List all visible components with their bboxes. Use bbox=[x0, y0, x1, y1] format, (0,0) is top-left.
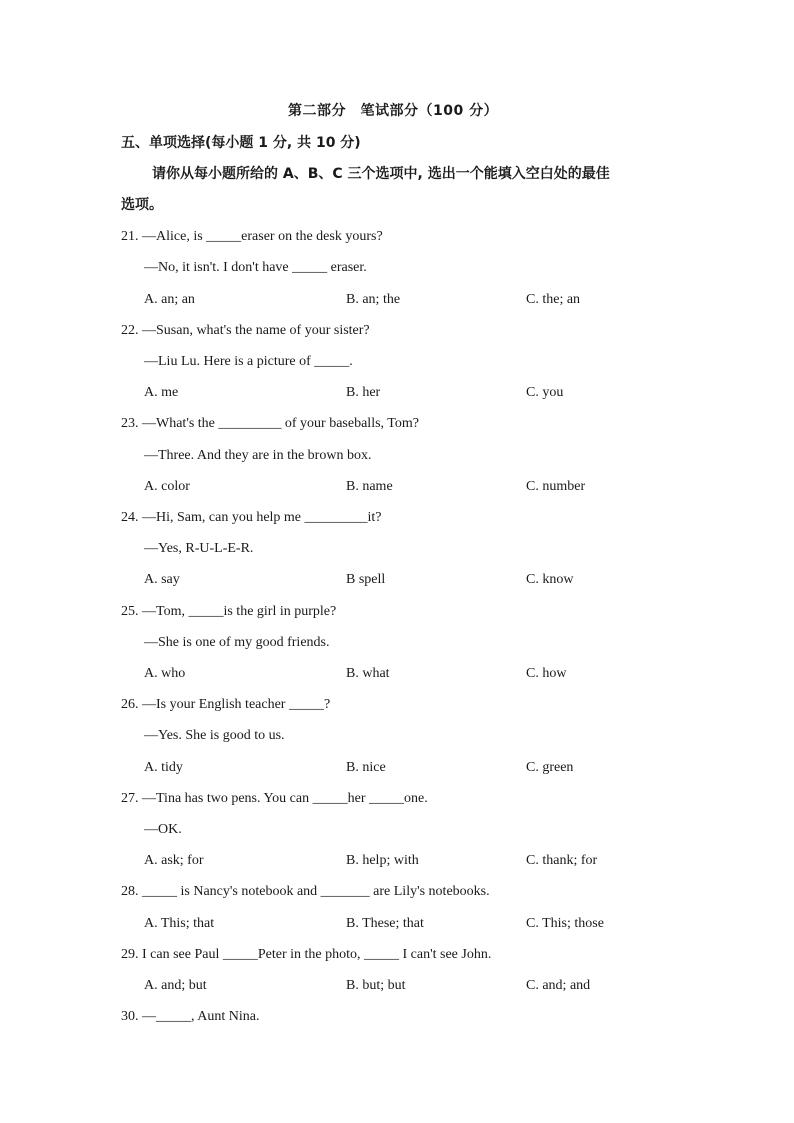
page-title: 第二部分 笔试部分（100 分） bbox=[288, 103, 499, 119]
question-25-option-a: A. who bbox=[144, 666, 186, 681]
question-27-option-b: B. help; with bbox=[346, 853, 419, 868]
question-23-reply: —Three. And they are in the brown box. bbox=[144, 448, 372, 463]
question-26-stem: 26. —Is your English teacher _____? bbox=[121, 697, 331, 712]
question-29-option-b: B. but; but bbox=[346, 978, 406, 993]
question-25-option-c: C. how bbox=[526, 666, 567, 681]
question-23-stem: 23. —What's the _________ of your baseballs, Tom? bbox=[121, 416, 419, 431]
question-28-option-b: B. These; that bbox=[346, 916, 424, 931]
question-22-stem: 22. —Susan, what's the name of your sister? bbox=[121, 323, 370, 338]
question-29-option-c: C. and; and bbox=[526, 978, 591, 993]
instruction-line-2: 选项。 bbox=[121, 197, 163, 213]
question-24-reply: —Yes, R-U-L-E-R. bbox=[144, 541, 254, 556]
question-25-stem: 25. —Tom, _____is the girl in purple? bbox=[121, 604, 337, 619]
question-30-stem: 30. —_____, Aunt Nina. bbox=[121, 1009, 260, 1024]
question-26-reply: —Yes. She is good to us. bbox=[144, 728, 285, 743]
question-24-option-c: C. know bbox=[526, 572, 574, 587]
question-29-stem: 29. I can see Paul _____Peter in the photo, _____ I can't see John. bbox=[121, 947, 492, 962]
question-26-option-a: A. tidy bbox=[144, 760, 183, 775]
question-26-option-c: C. green bbox=[526, 760, 574, 775]
question-27-option-a: A. ask; for bbox=[144, 853, 204, 868]
question-27-option-c: C. thank; for bbox=[526, 853, 598, 868]
question-25-option-b: B. what bbox=[346, 666, 390, 681]
question-28-stem: 28. _____ is Nancy's notebook and _______ are Lily's notebooks. bbox=[121, 884, 490, 899]
question-25-reply: —She is one of my good friends. bbox=[144, 635, 330, 650]
question-27-reply: —OK. bbox=[144, 822, 182, 837]
question-21-option-b: B. an; the bbox=[346, 292, 401, 307]
question-29-option-a: A. and; but bbox=[144, 978, 207, 993]
section-heading: 五、单项选择(每小题 1 分, 共 10 分) bbox=[121, 135, 361, 151]
question-27-stem: 27. —Tina has two pens. You can _____her _____one. bbox=[121, 791, 428, 806]
question-24-option-a: A. say bbox=[144, 572, 180, 587]
question-22-reply: —Liu Lu. Here is a picture of _____. bbox=[144, 354, 353, 369]
question-21-option-c: C. the; an bbox=[526, 292, 581, 307]
question-23-option-a: A. color bbox=[144, 479, 190, 494]
question-24-option-b: B spell bbox=[346, 572, 386, 587]
question-22-option-a: A. me bbox=[144, 385, 179, 400]
question-26-option-b: B. nice bbox=[346, 760, 386, 775]
question-22-option-c: C. you bbox=[526, 385, 564, 400]
question-23-option-c: C. number bbox=[526, 479, 586, 494]
question-24-stem: 24. —Hi, Sam, can you help me _________it? bbox=[121, 510, 382, 525]
question-21-option-a: A. an; an bbox=[144, 292, 195, 307]
question-21-reply: —No, it isn't. I don't have _____ eraser. bbox=[144, 260, 367, 275]
question-28-option-a: A. This; that bbox=[144, 916, 215, 931]
question-28-option-c: C. This; those bbox=[526, 916, 604, 931]
question-22-option-b: B. her bbox=[346, 385, 381, 400]
instruction-line-1: 请你从每小题所给的 A、B、C 三个选项中, 选出一个能填入空白处的最佳 bbox=[152, 166, 610, 182]
question-21-stem: 21. —Alice, is _____eraser on the desk yours? bbox=[121, 229, 383, 244]
question-23-option-b: B. name bbox=[346, 479, 393, 494]
